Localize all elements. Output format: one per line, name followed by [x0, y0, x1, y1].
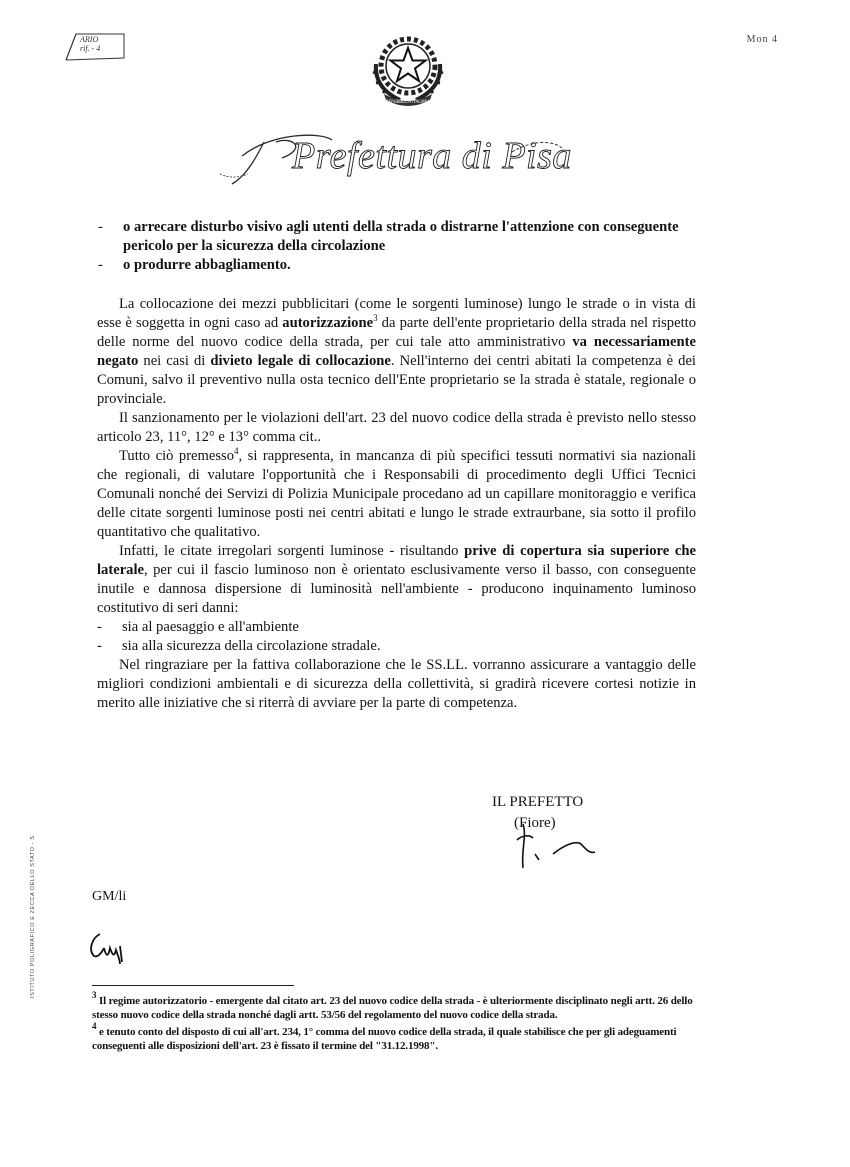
text-run: . Nell'interno dei centri abitati la competenza è dei Comuni, salvo il preventivo nulla osta tecnico dell'Ente proprietario se la strada è statale, regionale o provinciale. — [97, 353, 696, 407]
footnote-divider — [92, 985, 294, 986]
paragraph-closing: Nel ringraziare per la fattiva collaborazione che le SS.LL. vorranno assicurare a vantaggio delle migliori condizioni ambientali e di sicurezza della collettività, si gradirà ricevere cortesi notizie in merito alle iniziative che si riterrà di avviare per la parte di competenza. — [97, 657, 696, 711]
footnote-number: 4 — [92, 1021, 97, 1031]
paragraph-authorization — [97, 295, 696, 409]
page-reference: Mon 4 — [746, 34, 778, 45]
letter-body — [97, 295, 696, 713]
footnotes — [92, 990, 699, 1056]
signature-title: IL PREFETTO — [492, 794, 584, 810]
bullet-item — [98, 256, 698, 275]
svg-text:REPUBBLICA ITALIANA: REPUBBLICA ITALIANA — [385, 99, 431, 104]
stamp-text: ARIO rif. - 4 — [80, 35, 101, 53]
bullet-dash: - — [98, 219, 103, 235]
footnote-text: e tenuto conto del disposto di cui all'art. 234, 1° comma del nuovo codice della strada, il quale stabilisce che per gli adeguamenti conseguenti alle disposizioni dell'art. 23 è fissato il termine del "31.12.1998". — [92, 1026, 677, 1052]
archive-stamp — [62, 32, 126, 62]
footnote-ref: 3 — [373, 313, 378, 323]
text-run: Tutto ciò premesso — [119, 448, 235, 464]
handwritten-initials-icon — [86, 928, 132, 966]
footnote-3 — [92, 990, 699, 1022]
list-item — [97, 637, 696, 656]
operator-initials: GM/li — [92, 889, 127, 904]
prefecture-title: Prefettura di Pisa — [292, 135, 572, 177]
paragraph-sanctions: Il sanzionamento per le violazioni dell'art. 23 del nuovo codice della strada è previsto nello stesso articolo 23, 11°, 12° e 13° comma cit.. — [97, 410, 696, 445]
footnote-4 — [92, 1021, 699, 1053]
signature-name: (Fiore) — [514, 815, 556, 831]
list-dash: - — [97, 638, 102, 654]
bold-authorization: autorizzazione — [282, 315, 374, 331]
text-run: La collocazione dei mezzi pubblicitari (come le sorgenti luminose) lungo le strade o in vista di esse è soggetta in ogni caso ad — [97, 296, 696, 331]
bold-coverage: prive di copertura sia superiore che laterale — [97, 543, 696, 578]
list-text: sia al paesaggio e all'ambiente — [122, 619, 299, 635]
bullet-text: o produrre abbagliamento. — [123, 257, 291, 273]
list-dash: - — [97, 619, 102, 635]
prefecture-header — [212, 118, 612, 190]
list-item — [97, 618, 696, 637]
concluding-bullet-list — [98, 218, 698, 275]
text-run: , per cui il fascio luminoso non è orientato esclusivamente verso il basso, con conseguente inutile e dannosa dispersione di luminosità nell'ambiente - producono inquinamento luminoso costitutivo di seri danni: — [97, 562, 696, 616]
footnote-text: Il regime autorizzatorio - emergente dal citato art. 23 del nuovo codice della strada - è ulteriormente disciplinato negli artt. 26 dello stesso nuovo codice della strada nonché dagli artt. 53/56 del regolamento del nuovo codice della strada. — [92, 995, 693, 1021]
paragraph-pollution — [97, 542, 696, 618]
bullet-item — [98, 218, 698, 256]
footnote-ref: 4 — [234, 446, 239, 456]
bullet-dash: - — [98, 257, 103, 273]
paragraph-premise — [97, 447, 696, 542]
bullet-text: o arrecare disturbo visivo agli utenti della strada o distrarne l'attenzione con conseguente pericolo per la sicurezza della circolazione — [123, 219, 679, 254]
text-run: da parte dell'ente proprietario della strada nel rispetto delle norme del nuovo codice della strada, per cui tale atto amministrativo — [97, 315, 696, 350]
printer-side-text: ISTITUTO POLIGRAFICO E ZECCA DELLO STATO - S — [30, 835, 36, 998]
text-run: nei casi di — [138, 353, 211, 369]
list-text: sia alla sicurezza della circolazione stradale. — [122, 638, 381, 654]
italian-republic-emblem-icon — [366, 28, 450, 108]
text-run: Infatti, le citate irregolari sorgenti luminose - risultando — [119, 543, 465, 559]
bold-prohibition: divieto legale di collocazione — [210, 353, 391, 369]
footnote-number: 3 — [92, 990, 97, 1000]
printer-side-note — [30, 818, 44, 998]
handwritten-signature-icon — [505, 820, 605, 878]
bold-negation: va necessariamente negato — [97, 334, 696, 369]
text-run: , si rappresenta, in mancanza di più specifici tessuti normativi sia nazionali che regionali, di valutare l'opportunità che i Responsabili di procedimento degli Uffici Tecnici Comunali nonché dei Servizi di Polizia Municipale procedano ad un capillare monitoraggio e verifica delle citate sorgenti luminose posti nei centri abitati e lungo le strade extraurbane, sia sotto il profilo quantitativo che qualitativo. — [97, 448, 696, 540]
